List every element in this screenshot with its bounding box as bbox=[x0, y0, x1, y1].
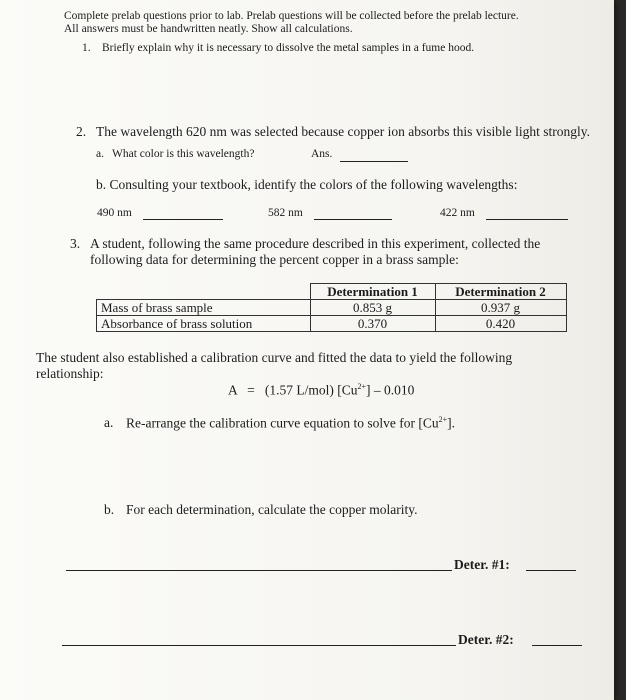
instructions-line-2: All answers must be handwritten neatly. Show all calculations. bbox=[64, 23, 353, 35]
q3-line-2: following data for determining the percent copper in a brass sample: bbox=[90, 252, 459, 267]
brass-data-table bbox=[96, 283, 567, 332]
q1-text: Briefly explain why it is necessary to dissolve the metal samples in a fume hood. bbox=[102, 42, 475, 54]
q3a-text-main: Re-arrange the calibration curve equation to solve for [Cu bbox=[126, 415, 439, 431]
q2a-text: What color is this wavelength? bbox=[112, 148, 255, 160]
wavelength-582-answer-line[interactable] bbox=[314, 219, 392, 220]
q2b-text: b. Consulting your textbook, identify the colors of the following wavelengths: bbox=[96, 177, 518, 192]
table-row bbox=[97, 300, 567, 316]
wavelength-422-answer-line[interactable] bbox=[486, 219, 568, 220]
deter2-answer-line[interactable] bbox=[532, 645, 582, 646]
calibration-equation bbox=[228, 382, 414, 399]
calibration-line-1: The student also established a calibration curve and fitted the data to yield the following bbox=[36, 350, 513, 365]
calibration-line-2: relationship: bbox=[36, 366, 104, 381]
table-header-empty bbox=[97, 284, 311, 300]
deter1-work-line[interactable] bbox=[66, 570, 452, 571]
table-row bbox=[97, 316, 567, 332]
table-cell-value: 0.853 g bbox=[310, 300, 435, 316]
equation-lhs: A bbox=[228, 382, 238, 398]
wavelength-490-answer-line[interactable] bbox=[143, 219, 223, 220]
q3-number: 3. bbox=[70, 236, 81, 251]
q3a-charge: 2+ bbox=[438, 415, 448, 424]
equation-charge: 2+ bbox=[357, 382, 367, 391]
wavelength-490: 490 nm bbox=[97, 207, 132, 219]
deter2-work-line[interactable] bbox=[62, 645, 456, 646]
q2a-label: a. bbox=[96, 148, 104, 160]
table-cell-value: 0.937 g bbox=[435, 300, 566, 316]
table-header-determination-2: Determination 2 bbox=[435, 284, 566, 300]
table-cell-value: 0.420 bbox=[435, 316, 566, 332]
equation-end: ] – 0.010 bbox=[366, 382, 415, 398]
q3b-text: For each determination, calculate the copper molarity. bbox=[126, 502, 418, 517]
q1-number: 1. bbox=[82, 42, 91, 54]
deter2-label: Deter. #2: bbox=[458, 632, 514, 647]
q2-number: 2. bbox=[76, 124, 87, 139]
table-cell-label: Mass of brass sample bbox=[97, 300, 311, 316]
q3-line-1: A student, following the same procedure described in this experiment, collected the bbox=[90, 236, 541, 251]
table-header-determination-1: Determination 1 bbox=[310, 284, 435, 300]
table-cell-label: Absorbance of brass solution bbox=[97, 316, 311, 332]
equation-term: (1.57 L/mol) [Cu bbox=[264, 382, 358, 398]
wavelength-582: 582 nm bbox=[268, 207, 303, 219]
wavelength-422: 422 nm bbox=[440, 207, 475, 219]
q2a-answer-line[interactable] bbox=[340, 161, 408, 162]
instructions-line-1: Complete prelab questions prior to lab. Prelab questions will be collected before the prelab lecture. bbox=[64, 10, 519, 22]
q3a-text-end: ]. bbox=[447, 415, 456, 431]
table-header-row bbox=[97, 284, 567, 300]
deter1-label: Deter. #1: bbox=[454, 557, 510, 572]
q3a-label: a. bbox=[104, 415, 114, 430]
q3a-text bbox=[126, 415, 455, 432]
q2-text: The wavelength 620 nm was selected because copper ion absorbs this visible light strongly. bbox=[96, 124, 591, 139]
equation-equals: = bbox=[247, 382, 255, 398]
q2a-ans-label: Ans. bbox=[311, 148, 333, 160]
deter1-answer-line[interactable] bbox=[526, 570, 576, 571]
q3b-label: b. bbox=[104, 502, 115, 517]
table-cell-value: 0.370 bbox=[310, 316, 435, 332]
